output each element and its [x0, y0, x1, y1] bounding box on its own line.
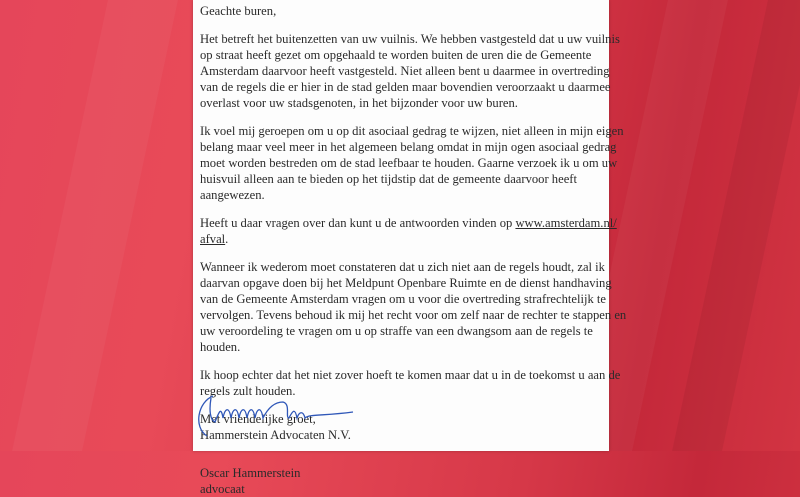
line: uw veroordeling te vragen om u op straffe van een dwangsom aan de regels te [200, 324, 593, 338]
line: Heeft u daar vragen over dan kunt u de antwoorden vinden op [200, 216, 516, 230]
line: van de Gemeente Amsterdam vragen om u voor die overtreding strafrechtelijk te [200, 292, 607, 306]
firm-name: Hammerstein Advocaten N.V. [200, 428, 351, 442]
signatory-name: Oscar Hammerstein [200, 466, 301, 480]
paragraph-1 [200, 31, 620, 111]
line: daarvan opgave doen bij het Meldpunt Openbare Ruimte en de dienst handhaving [200, 276, 612, 290]
signatory-title: advocaat [200, 482, 245, 496]
period: . [225, 232, 229, 246]
line: moet worden bestreden om de stad leefbaar te houden. Gaarne verzoek ik u om uw [200, 156, 618, 170]
amsterdam-afval-link-cont[interactable]: afval [200, 232, 226, 246]
paragraph-2 [200, 123, 624, 203]
salutation [200, 3, 605, 19]
amsterdam-afval-link[interactable]: www.amsterdam.nl/ [515, 216, 617, 230]
line: Ik voel mij geroepen om u op dit asociaal gedrag te wijzen, niet alleen in mijn eigen [200, 124, 624, 138]
line: belang maar veel meer in het algemeen belang omdat in mijn ogen asociaal gedrag [200, 140, 617, 154]
line: houden. [200, 340, 241, 354]
line: Het betreft het buitenzetten van uw vuilnis. We hebben vastgesteld dat u uw vuilnis [200, 32, 620, 46]
line: op straat heeft gezet om opgehaald te worden buiten de uren die de Gemeente [200, 48, 592, 62]
line: Amsterdam daarvoor heeft vastgesteld. Niet alleen bent u daarmee in overtreding [200, 64, 610, 78]
signature-space [200, 443, 605, 465]
paragraph-3 [200, 215, 617, 247]
line: regels zult houden. [200, 384, 296, 398]
background-band [12, 0, 178, 451]
line: huisvuil alleen aan te bieden op het tijdstip dat de gemeente daarvoor heeft [200, 172, 577, 186]
line: Ik hoop echter dat het niet zover hoeft te komen maar dat u in de toekomst u aan de [200, 368, 621, 382]
line: overlast voor uw stadsgenoten, in het bijzonder voor uw buren. [200, 96, 518, 110]
letter-page [193, 0, 627, 496]
salutation-text: Geachte buren, [200, 4, 277, 18]
line: vervolgen. Tevens behoud ik mij het recht voor om zelf naar de rechter te stappen en [200, 308, 627, 322]
line: Wanneer ik wederom moet constateren dat u zich niet aan de regels houdt, zal ik [200, 260, 605, 274]
line: aangewezen. [200, 188, 265, 202]
closing: Met vriendelijke groet, [200, 412, 316, 426]
paragraph-4 [200, 259, 627, 355]
line: van de regels die er hier in de stad gelden maar bovendien veroorzaakt u daarmee [200, 80, 611, 94]
handwritten-signature [193, 392, 373, 442]
